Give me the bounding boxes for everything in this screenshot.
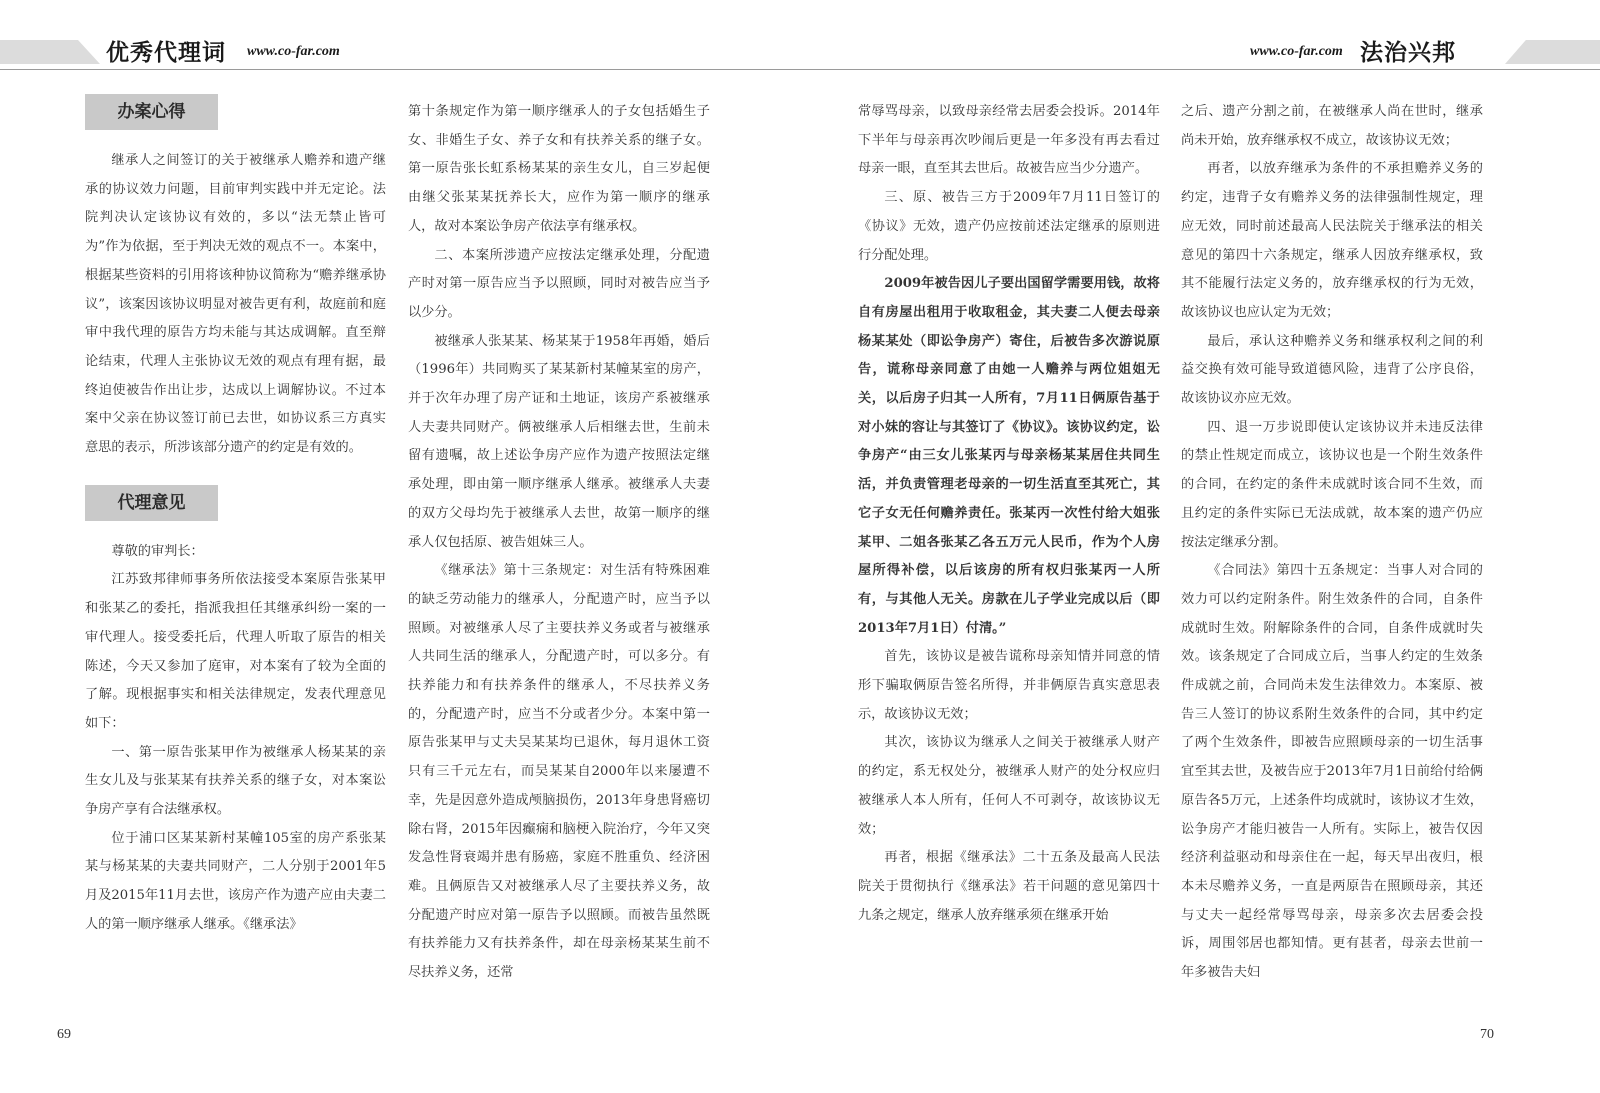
paragraph-salutation: 尊敬的审判长：: [111, 543, 204, 559]
paragraph: 首先，该协议是被告谎称母亲知情并同意的情形下骗取俩原告签名所得，并非俩原告真实意思表示，故该协议无效；: [858, 649, 1160, 722]
header-decor-bar-left: [0, 40, 100, 64]
header-title-left: 优秀代理词: [106, 40, 226, 66]
page-number-left: 69: [57, 1027, 71, 1042]
paragraph: 三、原、被告三方于2009年7月11日签订的《协议》无效，遗产仍应按前述法定继承的原则进行分配处理。: [858, 190, 1160, 263]
paragraph: 位于浦口区某某新村某幢105室的房产系张某某与杨某某的夫妻共同财产，二人分别于2001年5月及2015年11月去世，该房产作为遗产应由夫妻二人的第一顺序继承人继承。《继承法》: [85, 830, 386, 932]
paragraph: 再者，根据《继承法》二十五条及最高人民法院关于贯彻执行《继承法》若干问题的意见第四十九条之规定，继承人放弃继承须在继承开始: [858, 850, 1160, 923]
header-divider: [0, 69, 1600, 70]
header-url-left: www.co-far.com: [247, 44, 340, 59]
section-heading-agency-opinion: 代理意见: [85, 485, 218, 521]
paragraph: 一、第一原告张某甲作为被继承人杨某某的亲生女儿及与张某某有扶养关系的继子女，对本案讼争房产享有合法继承权。: [85, 744, 386, 818]
column-1: [85, 98, 386, 940]
paragraph: 最后，承认这种赡养义务和继承权利之间的利益交换有效可能导致道德风险，违背了公序良俗，故该协议亦应无效。: [1181, 333, 1483, 407]
paragraph: 再者，以放弃继承为条件的不承担赡养义务的约定，违背子女有赡养义务的法律强制性规定，理应无效，同时前述最高人民法院关于继承法的相关意见的第四十六条规定，继承人因放弃继承权，致其不能履行法定义务的，放弃继承权的行为无效，故该协议也应认定为无效；: [1181, 161, 1483, 320]
paragraph: 继承人之间签订的关于被继承人赡养和遗产继承的协议效力问题，目前审判实践中并无定论。法院判决认定该协议有效的，多以“法无禁止皆可为”作为依据，至于判决无效的观点不一。本案中，根据某些资料的引用将该种协议简称为“赡养继承协议”，该案因该协议明显对被告更有利，故庭前和庭审中我代理的原告方均未能与其达成调解。直至辩论结束，代理人主张协议无效的观点有理有据，最终迫使被告作出让步，达成以上调解协议。不过本案中父亲在协议签订前已去世，如协议系三方真实意思的表示，所涉该部分遗产的约定是有效的。: [85, 153, 386, 456]
paragraph: 四、退一万步说即使认定该协议并未违反法律的禁止性规定而成立，该协议也是一个附生效条件的合同，在约定的条件未成就时该合同不生效，而且约定的条件实际已无法成就，故本案的遗产仍应按法定继承分割。: [1181, 419, 1483, 550]
paragraph: 《合同法》第四十五条规定：当事人对合同的效力可以约定附条件。附生效条件的合同，自条件成就时生效。附解除条件的合同，自条件成就时失效。该条规定了合同成立后，当事人约定的生效条件成就之前，合同尚未发生法律效力。本案原、被告三人签订的协议系附生效条件的合同，其中约定了两个生效条件，即被告应照顾母亲的一切生活事宜至其去世，及被告应于2013年7月1日前给付给俩原告各5万元，上述条件均成就时，该协议才生效，讼争房产才能归被告一人所有。实际上，被告仅因经济利益驱动和母亲住在一起，每天早出夜归，根本未尽赡养义务，一直是两原告在照顾母亲，其还与丈夫一起经常辱骂母亲，母亲多次去居委会投诉，周围邻居也都知情。更有甚者，母亲去世前一年多被告夫妇: [1181, 563, 1483, 981]
column-3: [858, 98, 1160, 930]
paragraph: 二、本案所涉遗产应按法定继承处理，分配遗产时对第一原告应当予以照顾，同时对被告应当予以少分。: [408, 247, 710, 320]
header-url-right: www.co-far.com: [1250, 44, 1343, 59]
section-heading-case-notes: 办案心得: [85, 94, 218, 130]
paragraph: 之后、遗产分割之前，在被继承人尚在世时，继承尚未开始，放弃继承权不成立，故该协议无效；: [1181, 104, 1483, 148]
paragraph: 《继承法》第十三条规定：对生活有特殊困难的缺乏劳动能力的继承人，分配遗产时，应当予以照顾。对被继承人尽了主要扶养义务或者与被继承人共同生活的继承人，分配遗产时，可以多分。有扶养能力和有扶养条件的继承人，不尽扶养义务的，分配遗产时，应当不分或者少分。本案中第一原告张某甲与丈夫吴某某均已退休，每月退休工资只有三千元左右，而吴某某自2000年以来屡遭不幸，先是因意外造成颅脑损伤，2013年身患肾癌切除右肾，2015年因癫痫和脑梗入院治疗，今年又突发急性肾衰竭并患有肠癌，家庭不胜重负、经济困难。且俩原告又对被继承人尽了主要扶养义务，故分配遗产时应对第一原告予以照顾。而被告虽然既有扶养能力又有扶养条件，却在母亲杨某某生前不尽扶养义务，还常: [408, 563, 710, 981]
page-number-right: 70: [1480, 1027, 1494, 1042]
header-title-right: 法治兴邦: [1360, 40, 1456, 66]
paragraph: 常辱骂母亲，以致母亲经常去居委会投诉。2014年下半年与母亲再次吵闹后更是一年多没有再去看过母亲一眼，直至其去世后。故被告应当少分遗产。: [858, 104, 1160, 177]
column-2: [408, 98, 710, 988]
header-decor-bar-right: [1505, 40, 1600, 64]
paragraph: 其次，该协议为继承人之间关于被继承人财产的约定，系无权处分，被继承人财产的处分权应归被继承人本人所有，任何人不可剥夺，故该协议无效；: [858, 735, 1160, 837]
paragraph: 第十条规定作为第一顺序继承人的子女包括婚生子女、非婚生子女、养子女和有扶养关系的继子女。第一原告张长虹系杨某某的亲生女儿，自三岁起便由继父张某某抚养长大，应作为第一顺序的继承人，故对本案讼争房产依法享有继承权。: [408, 104, 710, 234]
paragraph: 江苏致邦律师事务所依法接受本案原告张某甲和张某乙的委托，指派我担任其继承纠纷一案的一审代理人。接受委托后，代理人听取了原告的相关陈述，今天又参加了庭审，对本案有了较为全面的了解。现根据事实和相关法律规定，发表代理意见如下：: [85, 572, 386, 731]
paragraph: 被继承人张某某、杨某某于1958年再婚，婚后（1996年）共同购买了某某新村某幢某室的房产，并于次年办理了房产证和土地证，该房产系被继承人夫妻共同财产。俩被继承人后相继去世，生前未留有遗嘱，故上述讼争房产应作为遗产按照法定继承处理，即由第一顺序继承人继承。被继承人夫妻的双方父母均先于被继承人去世，故第一顺序的继承人仅包括原、被告姐妹三人。: [408, 333, 710, 550]
paragraph: 2009年被告因儿子要出国留学需要用钱，故将自有房屋出租用于收取租金，其夫妻二人便去母亲杨某某处（即讼争房产）寄住，后被告多次游说原告，谎称母亲同意了由她一人赡养与两位姐姐无关，以后房子归其一人所有，7月11日俩原告基于对小妹的容让与其签订了《协议》。该协议约定，讼争房产“由三女儿张某丙与母亲杨某某居住共同生活，并负责管理老母亲的一切生活直至其死亡，其它子女无任何赡养责任。张某丙一次性付给大姐张某甲、二姐各张某乙各五万元人民币，作为个人房屋所得补偿，以后该房的所有权归张某丙一人所有，与其他人无关。房款在儿子学业完成以后（即2013年7月1日）付清。”: [858, 276, 1160, 636]
column-4: [1181, 98, 1483, 988]
